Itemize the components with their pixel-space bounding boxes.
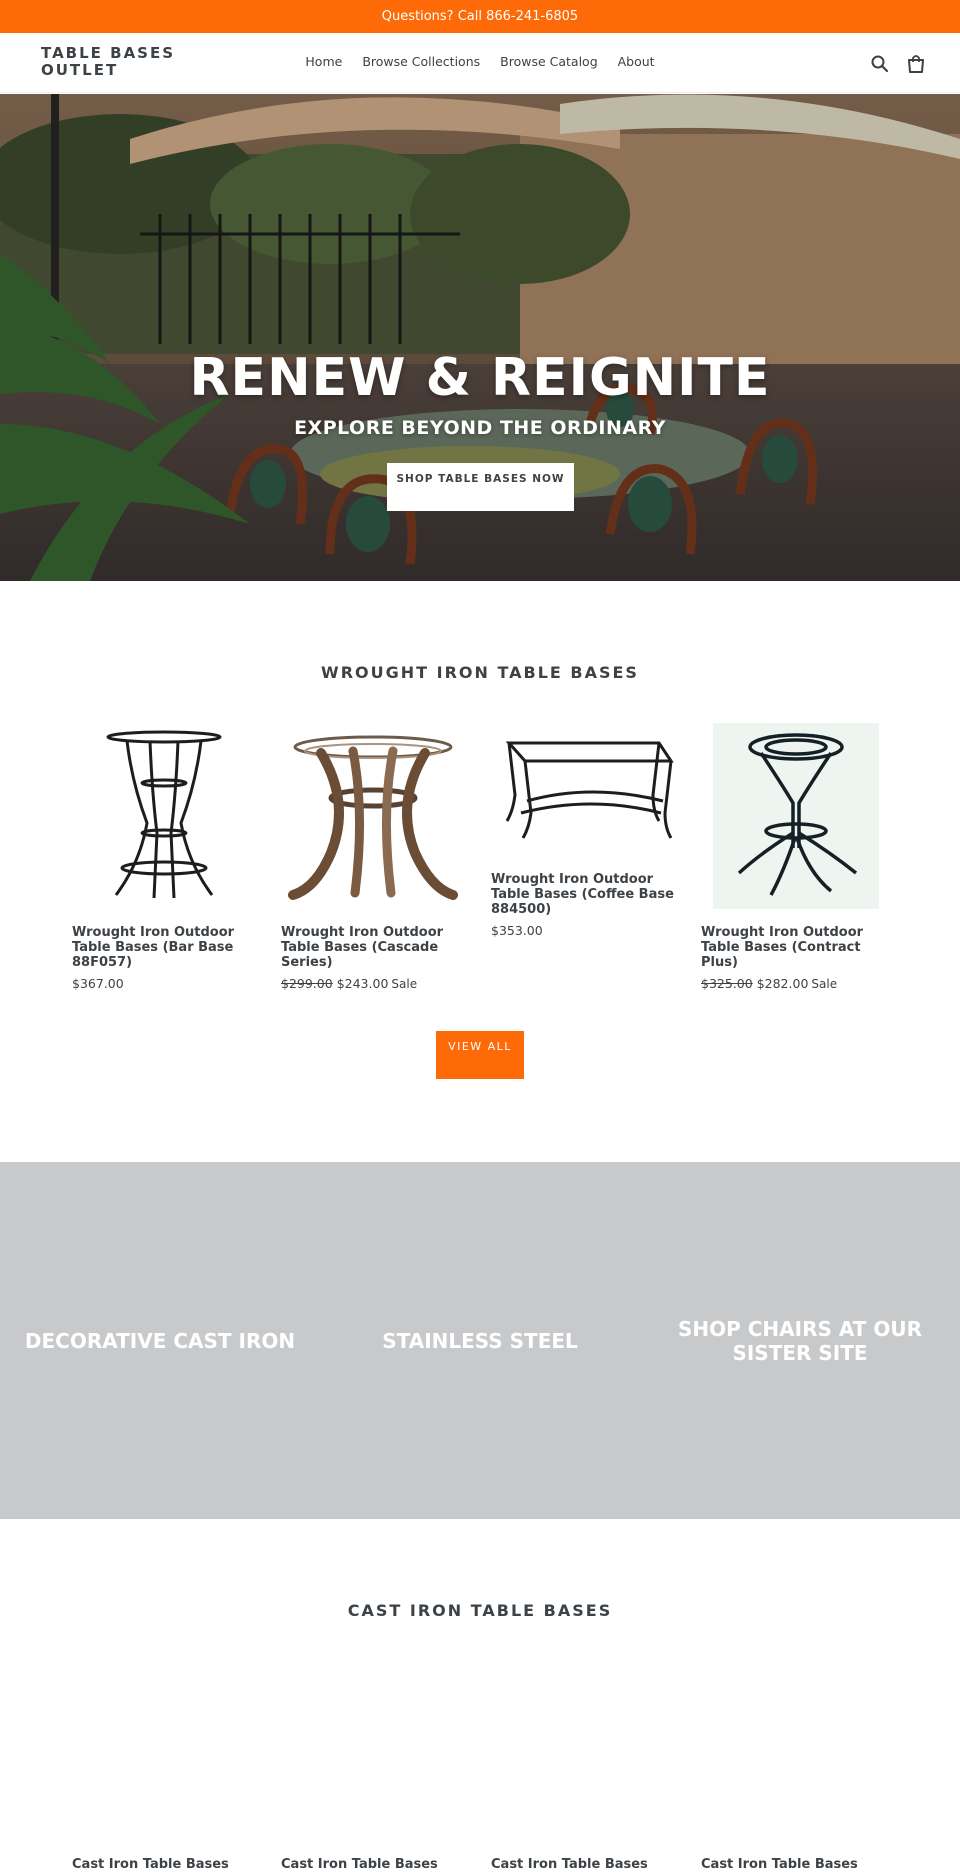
- site-logo[interactable]: TABLE BASES OUTLET: [41, 44, 176, 79]
- product-price-row: [701, 976, 891, 991]
- shop-table-bases-button[interactable]: SHOP TABLE BASES NOW: [387, 463, 574, 511]
- nav-home[interactable]: Home: [305, 54, 343, 69]
- search-icon[interactable]: [869, 53, 891, 75]
- sale-label: Sale: [811, 977, 838, 991]
- product-title[interactable]: Wrought Iron Outdoor Table Bases (Coffee Base 884500): [491, 872, 674, 917]
- product-title[interactable]: Wrought Iron Outdoor Table Bases (Cascade Series): [281, 925, 444, 970]
- product-price-row: [72, 976, 262, 991]
- hero-banner: [0, 94, 960, 581]
- product-image[interactable]: [281, 723, 471, 913]
- product-title[interactable]: Cast Iron Table Bases: [491, 1857, 648, 1872]
- hero-title: RENEW & REIGNITE: [189, 348, 771, 408]
- product-image[interactable]: [701, 723, 891, 913]
- cast-iron-section-title: CAST IRON TABLE BASES: [347, 1601, 613, 1620]
- compare-at-price: $325.00: [701, 976, 753, 991]
- product-price: $353.00: [491, 923, 543, 938]
- bar-table-base-image: [72, 723, 262, 913]
- compare-at-price: $299.00: [281, 976, 333, 991]
- collection-stainless-steel[interactable]: STAINLESS STEEL: [382, 1328, 578, 1353]
- nav-browse-catalog[interactable]: Browse Catalog: [500, 54, 598, 69]
- product-price: $367.00: [72, 976, 124, 991]
- product-price: $243.00: [336, 976, 389, 991]
- contract-plus-table-base-image: [701, 723, 891, 913]
- nav-about[interactable]: About: [617, 54, 655, 69]
- product-card[interactable]: [491, 723, 681, 938]
- collection-list: [0, 1162, 960, 1519]
- product-price: $282.00: [756, 976, 809, 991]
- product-title[interactable]: Cast Iron Table Bases: [72, 1857, 229, 1872]
- product-card[interactable]: [72, 723, 262, 991]
- product-price-row: [491, 923, 681, 938]
- product-title[interactable]: Wrought Iron Outdoor Table Bases (Bar Base 88F057): [72, 925, 235, 970]
- sale-label: Sale: [391, 977, 418, 991]
- collection-decorative-cast-iron[interactable]: DECORATIVE CAST IRON: [24, 1328, 296, 1353]
- product-title[interactable]: Cast Iron Table Bases: [701, 1857, 858, 1872]
- view-all-button[interactable]: VIEW ALL: [436, 1031, 524, 1079]
- product-image[interactable]: [491, 723, 681, 860]
- product-image[interactable]: [72, 723, 262, 913]
- main-nav: [0, 54, 960, 69]
- hero-subtitle: EXPLORE BEYOND THE ORDINARY: [294, 417, 666, 439]
- product-card[interactable]: [701, 723, 891, 991]
- product-price-row: [281, 976, 471, 991]
- announcement-bar: [0, 0, 960, 33]
- cascade-table-base-image: [281, 723, 471, 913]
- announcement-text: Questions? Call 866-241-6805: [381, 9, 579, 24]
- cart-icon[interactable]: [905, 53, 927, 75]
- collection-shop-chairs-sister-site[interactable]: SHOP CHAIRS AT OUR SISTER SITE: [677, 1316, 923, 1365]
- coffee-table-base-image: [491, 723, 681, 860]
- product-title[interactable]: Cast Iron Table Bases: [281, 1857, 438, 1872]
- product-card[interactable]: [281, 723, 471, 991]
- wrought-iron-section-title: WROUGHT IRON TABLE BASES: [321, 663, 639, 682]
- nav-browse-collections[interactable]: Browse Collections: [362, 54, 481, 69]
- site-header: [0, 33, 960, 93]
- product-title[interactable]: Wrought Iron Outdoor Table Bases (Contract Plus): [701, 925, 864, 970]
